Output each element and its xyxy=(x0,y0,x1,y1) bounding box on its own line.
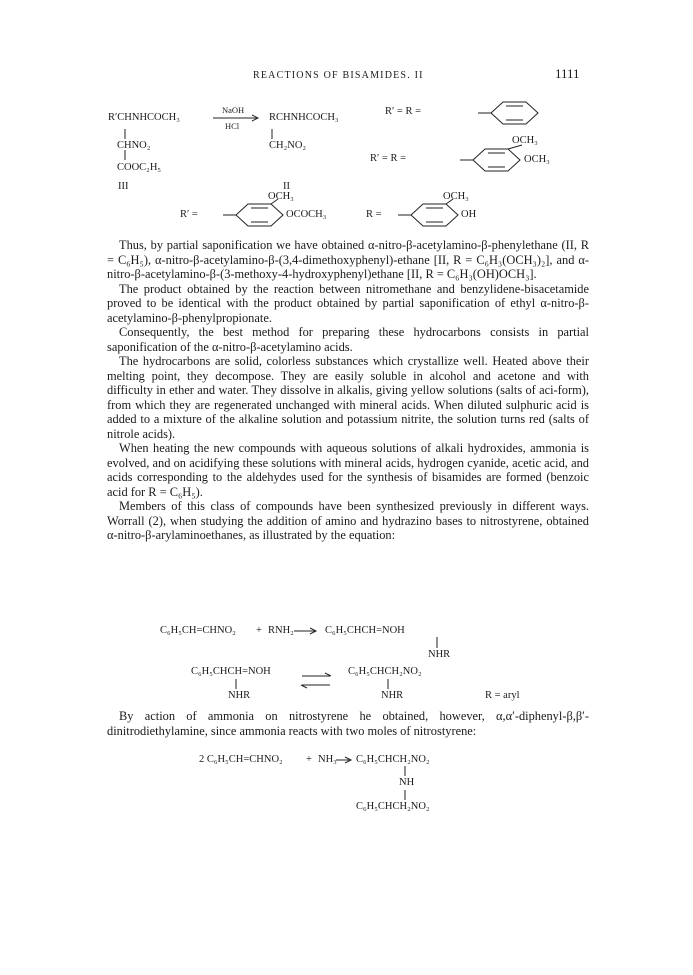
paragraph: Thus, by partial saponification we have obtained α-nitro-β-acetylamino-β-phenylethane (II, R = C₆H₅), α-nitro-β-acetylamino-β-(3,4-dimethoxyphenyl)-ethane [II, R = C₆H₃(OCH₃)₂], and α-nitro-β-acetylamino-β-(3-methoxy-4-hydroxyphenyl)ethane [II, R = C₆H₃(OH)OCH₃]. xyxy=(107,238,589,281)
paragraph: Consequently, the best method for preparing these hydrocarbons consists in partial saponification of the α-nitro-β-acetylamino acids. xyxy=(107,325,589,354)
benzene-ring-b xyxy=(460,145,522,171)
substituent-row-b: R′ = R = xyxy=(370,153,407,164)
eq2-right: C₆H₅CHCH₂NO₂ xyxy=(348,666,422,677)
reactant-line-2: CHNO₂ xyxy=(117,140,151,151)
paragraph: When heating the new compounds with aqueous solutions of alkali hydroxides, ammonia is evolved, and on acidifying these solutions with mineral acids, hydrogen cyanide, acetic acid, and acids corresponding to the aldehydes used for the synthesis of bisamides are formed (benzoic acid for R = C₆H₅). xyxy=(107,441,589,499)
paragraph: The hydrocarbons are solid, colorless substances which crystallize well. Heated above their melting point, they decompose. They are easily soluble in alcohol and acetone and with difficulty in ether and water. They dissolve in alkalis, giving yellow solutions (salts of aci-form), from which they are regenerated unchanged with mineral acids. When diluted sulphuric acid is added to a mixture of the alkaline solution and potassium nitrite, the solution turns red (salts of nitrole acids). xyxy=(107,354,589,441)
substituent-b-och3-top: OCH₃ xyxy=(512,135,538,146)
eq3-plus: + xyxy=(306,754,312,765)
substituent-c-left-och3: OCH₃ xyxy=(268,191,294,202)
substituent-row-c-right: R = xyxy=(366,209,382,220)
body-text-2 xyxy=(107,709,589,738)
eq2-right-sub: NHR xyxy=(381,690,404,701)
eq3-product-bottom: C₆H₅CHCH₂NO₂ xyxy=(356,801,430,812)
eq1-right-sub: NHR xyxy=(428,649,451,660)
substituent-row-c-left: R′ = xyxy=(180,209,198,220)
compound-label-iii: III xyxy=(118,181,129,192)
eq1-reagent: RNH₂ xyxy=(268,625,294,636)
substituent-c-right-oh: OH xyxy=(461,209,477,220)
substituent-c-left-ococh3: OCOCH₃ xyxy=(286,209,327,220)
eq1-plus: + xyxy=(256,625,262,636)
product-formula: RCHNHCOCH₃ xyxy=(269,112,339,123)
body-text-1 xyxy=(107,238,589,543)
substituent-c-right-och3: OCH₃ xyxy=(443,191,469,202)
reactant-formula: R′CHNHCOCH₃ xyxy=(108,112,180,123)
paragraph: By action of ammonia on nitrostyrene he obtained, however, α,α′-diphenyl-β,β′-dinitrodiethylamine, since ammonia reacts with two moles of nitrostyrene: xyxy=(107,709,589,738)
compound-label-ii: II xyxy=(283,181,290,192)
reagent-top: NaOH xyxy=(222,105,245,115)
product-line-2: CH₂NO₂ xyxy=(269,140,307,151)
eq1-left: C₆H₅CH=CHNO₂ xyxy=(160,625,236,636)
eq3-product-top: C₆H₅CHCH₂NO₂ xyxy=(356,754,430,765)
benzene-ring-c-right xyxy=(398,199,458,226)
reagent-bottom: HCl xyxy=(225,121,240,131)
paragraph: Members of this class of compounds have been synthesized previously in different ways. Worrall (2), when studying the addition of amino and hydrazino bases to nitrostyrene, obtained α-nitro-β-arylaminoethanes, as illustrated by the equation: xyxy=(107,499,589,542)
eq2-note: R = aryl xyxy=(485,690,520,701)
reactant-line-3: COOC₂H₅ xyxy=(117,162,162,173)
paragraph: The product obtained by the reaction between nitromethane and benzylidene-bisacetamide proved to be identical with the product obtained by partial saponification of ethyl α-nitro-β-acetylamino-β-phenylpropionate. xyxy=(107,281,589,325)
substituent-b-och3-right: OCH₃ xyxy=(524,154,550,165)
running-title: REACTIONS OF BISAMIDES. II xyxy=(253,70,424,81)
eq3-product-nh: NH xyxy=(399,777,415,788)
benzene-ring-a xyxy=(478,102,538,124)
eq3-left: 2 C₆H₅CH=CHNO₂ xyxy=(199,754,283,765)
eq1-right: C₆H₅CHCH=NOH xyxy=(325,625,405,636)
page-number: 1111 xyxy=(555,66,580,81)
benzene-ring-c-left xyxy=(223,199,283,226)
eq3-reagent: NH₃ xyxy=(318,754,337,765)
substituent-row-a: R′ = R = xyxy=(385,106,422,117)
eq2-left: C₆H₅CHCH=NOH xyxy=(191,666,271,677)
eq2-left-sub: NHR xyxy=(228,690,251,701)
